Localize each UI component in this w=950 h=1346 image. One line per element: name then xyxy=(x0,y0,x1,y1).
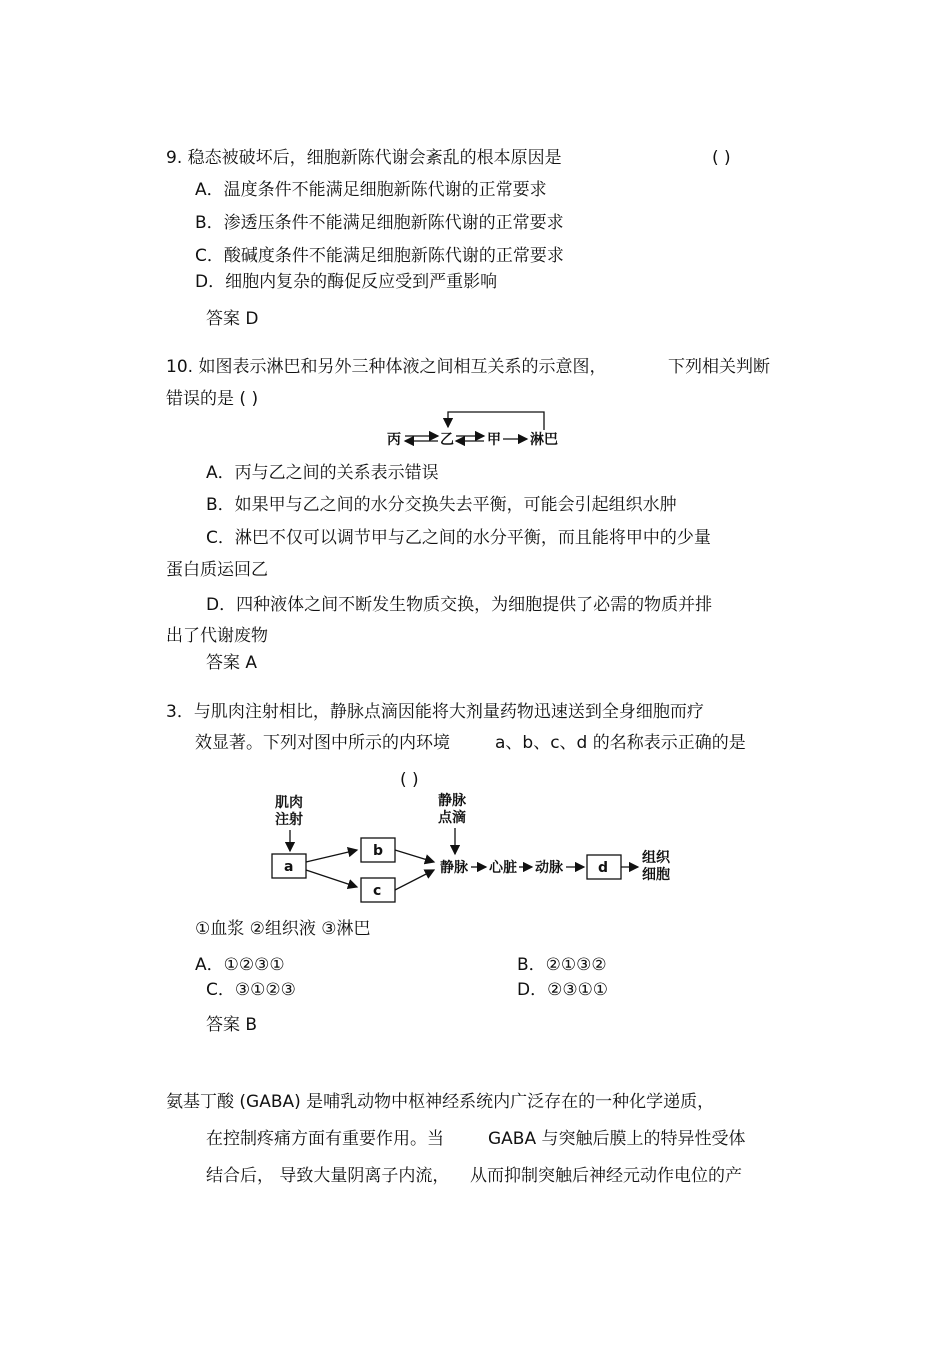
label-iv-1: 静脉 xyxy=(438,793,466,809)
q10-option-a: A．丙与乙之间的关系表示错误 xyxy=(206,463,439,483)
q9-option-d: D．细胞内复杂的酶促反应受到严重影响 xyxy=(195,272,498,292)
arrow-c-to-vein xyxy=(395,870,434,890)
q9-answer: 答案 D xyxy=(206,309,259,329)
arrow-a-to-c xyxy=(306,870,357,887)
q3-option-b: B．②①③② xyxy=(517,955,607,975)
arrow-a-to-b xyxy=(306,850,357,862)
label-iv-2: 点滴 xyxy=(438,810,466,826)
label-heart: 心脏 xyxy=(489,860,517,876)
q3-answer: 答案 B xyxy=(206,1015,258,1035)
q9-stem: 9. 稳态被破坏后，细胞新陈代谢会紊乱的根本原因是 xyxy=(166,148,562,168)
q10-option-c-cont: 蛋白质运回乙 xyxy=(166,560,268,580)
q3-option-a: A．①②③① xyxy=(195,955,285,975)
q3-environment-diagram xyxy=(272,792,671,902)
arrow-linba-to-yi xyxy=(448,412,544,430)
q9-option-a: A．温度条件不能满足细胞新陈代谢的正常要求 xyxy=(195,180,547,200)
q10-fluid-diagram xyxy=(387,412,558,448)
arrow-b-to-vein xyxy=(395,850,434,862)
q10-answer: 答案 A xyxy=(206,653,258,673)
q10-option-d: D．四种液体之间不断发生物质交换，为细胞提供了必需的物质并排 xyxy=(206,595,713,615)
q9-option-b: B．渗透压条件不能满足细胞新陈代谢的正常要求 xyxy=(195,213,564,233)
box-a-label: a xyxy=(284,859,294,875)
label-vein: 静脉 xyxy=(440,860,468,876)
q3-option-c: C．③①②③ xyxy=(206,980,296,1000)
node-yi: 乙 xyxy=(440,432,454,448)
box-d-label: d xyxy=(598,860,609,876)
gaba-line-2-cont: GABA 与突触后膜上的特异性受体 xyxy=(488,1129,746,1149)
q9-option-c: C．酸碱度条件不能满足细胞新陈代谢的正常要求 xyxy=(195,246,564,266)
q3-stem-cont: 效显著。下列对图中所示的内环境 xyxy=(195,733,450,753)
label-tissue-1: 组织 xyxy=(642,850,670,866)
q3-option-d: D．②③①① xyxy=(517,980,609,1000)
node-bing: 丙 xyxy=(387,432,401,448)
q9-answer-bracket: ( ) xyxy=(712,148,731,168)
q10-stem-cont: 下列相关判断 xyxy=(668,357,770,377)
q3-legend: ①血浆 ②组织液 ③淋巴 xyxy=(195,919,371,939)
label-artery: 动脉 xyxy=(535,860,563,876)
box-c-label: c xyxy=(373,883,382,899)
q10-option-d-cont: 出了代谢废物 xyxy=(166,626,268,646)
q10-stem-end: 错误的是 ( ) xyxy=(166,389,259,409)
q3-stem: 3．与肌肉注射相比，静脉点滴因能将大剂量药物迅速送到全身细胞而疗 xyxy=(166,702,704,722)
q3-stem-end: a、b、c、d 的名称表示正确的是 xyxy=(495,733,746,753)
gaba-line-3: 结合后， 导致大量阴离子内流， xyxy=(206,1166,450,1186)
label-muscle-2: 注射 xyxy=(275,812,303,828)
gaba-line-3-cont: 从而抑制突触后神经元动作电位的产 xyxy=(470,1166,742,1186)
label-muscle-1: 肌肉 xyxy=(275,795,303,811)
q10-stem: 10. 如图表示淋巴和另外三种体液之间相互关系的示意图， xyxy=(166,357,607,377)
label-tissue-2: 细胞 xyxy=(642,867,670,883)
box-b-label: b xyxy=(373,843,384,859)
gaba-line-1: 氨基丁酸 (GABA) 是哺乳动物中枢神经系统内广泛存在的一种化学递质， xyxy=(166,1092,715,1112)
q3-answer-bracket: ( ) xyxy=(400,770,419,790)
node-linba: 淋巴 xyxy=(530,432,558,448)
node-jia: 甲 xyxy=(487,432,501,448)
gaba-line-2: 在控制疼痛方面有重要作用。当 xyxy=(206,1129,444,1149)
q10-option-b: B．如果甲与乙之间的水分交换失去平衡，可能会引起组织水肿 xyxy=(206,495,677,515)
q10-option-c: C．淋巴不仅可以调节甲与乙之间的水分平衡，而且能将甲中的少量 xyxy=(206,528,711,548)
